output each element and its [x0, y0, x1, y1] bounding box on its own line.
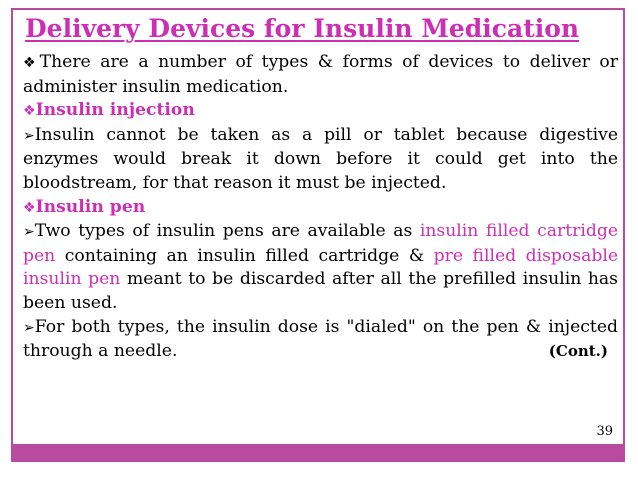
section2-paragraph: ➢Two types of insulin pens are available as insulin filled cartridge pen containing an insulin filled cartridge & pre filled disposable insulin pen meant to be discarded after all the prefilled insulin has been used. [23, 221, 619, 313]
highlight-cartridge-pen: insulin filled cartridge pen [23, 221, 618, 266]
footer-bar [13, 444, 623, 460]
intro-paragraph [23, 51, 618, 99]
diamond-bullet-icon: ❖ [23, 103, 36, 120]
section2-heading: ❖Insulin pen [23, 196, 146, 217]
slide-content [23, 51, 618, 364]
highlight-disposable-pen: pre filled disposable insulin pen [23, 245, 619, 290]
continued-label: (Cont.) [548, 342, 608, 361]
diamond-bullet-icon: ❖ [23, 55, 40, 71]
section1-text: Insulin cannot be taken as a pill or tablet because digestive enzymes would break it down before it could get into the bloodstream, for that reason it must be injected. [23, 124, 618, 193]
arrow-bullet-icon: ➢ [23, 319, 35, 336]
slide-title: Delivery Devices for Insulin Medication [25, 14, 580, 43]
diamond-bullet-icon: ❖ [23, 199, 36, 216]
section1-heading: ❖Insulin injection [23, 100, 195, 121]
arrow-bullet-icon: ➢ [23, 224, 35, 241]
section3-paragraph [23, 316, 618, 364]
section1-paragraph [23, 124, 618, 196]
intro-text: There are a number of types & forms of devices to deliver or administer insulin medication. [23, 52, 618, 97]
page-number: 39 [596, 424, 613, 439]
section3-text: For both types, the insulin dose is "dialed" on the pen & injected through a needle. [23, 316, 618, 362]
slide [11, 8, 625, 462]
arrow-bullet-icon: ➢ [23, 127, 35, 144]
